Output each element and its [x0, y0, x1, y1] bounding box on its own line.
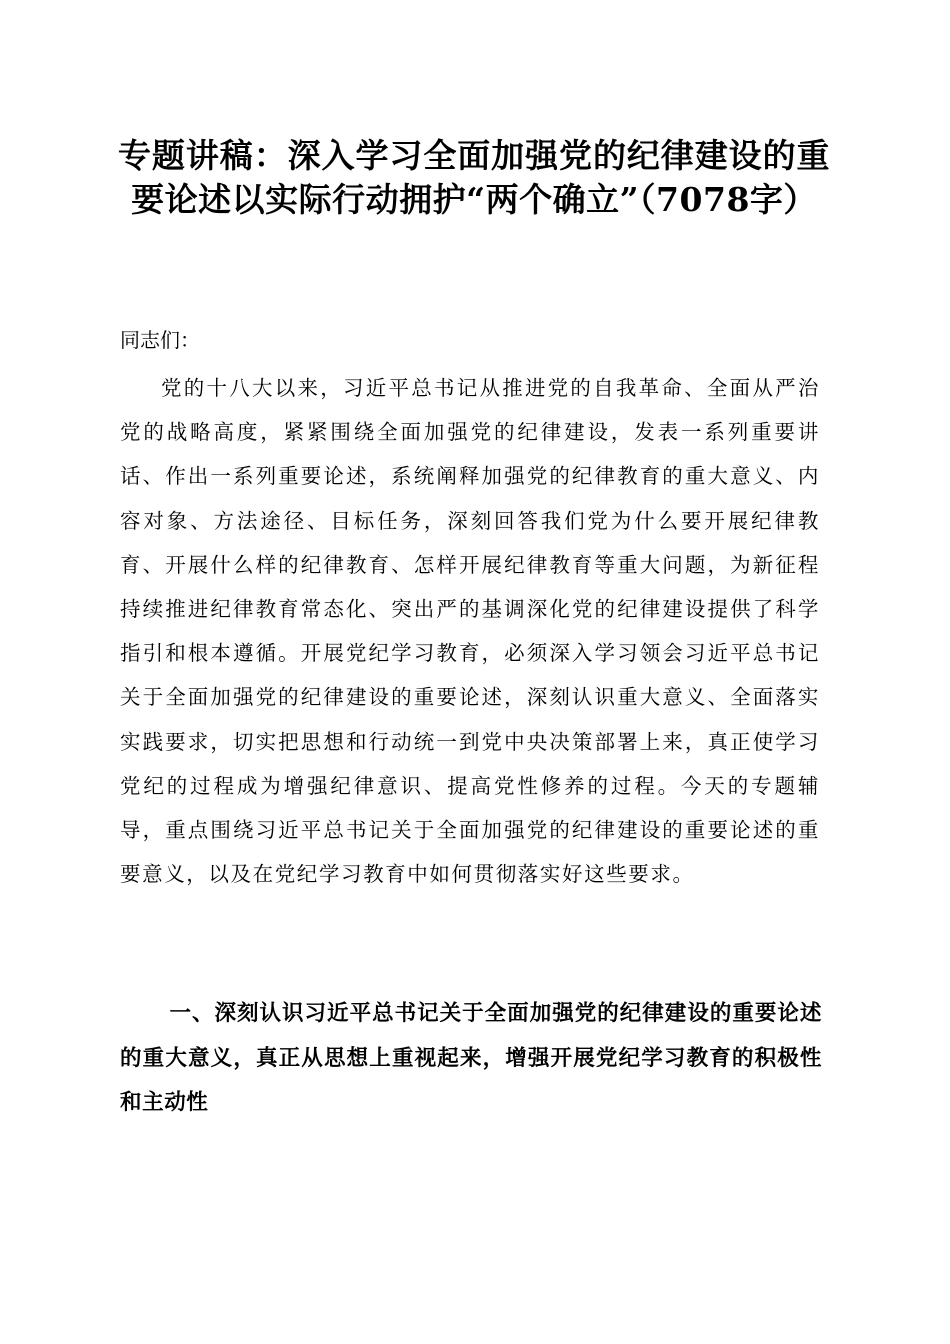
section-heading-1: 一、深刻认识习近平总书记关于全面加强党的纪律建设的重要论述的重大意义，真正从思想上重视起来，增强开展党纪学习教育的积极性和主动性 — [120, 1001, 822, 1115]
intro-paragraph: 党的十八大以来，习近平总书记从推进党的自我革命、全面从严治党的战略高度，紧紧围绕全面加强党的纪律建设，发表一系列重要讲话、作出一系列重要论述，系统阐释加强党的纪律教育的重大意义、内容对象、方法途径、目标任务，深刻回答我们党为什么要开展纪律教育、开展什么样的纪律教育、怎样开展纪律教育等重大问题，为新征程持续推进纪律教育常态化、突出严的基调深化党的纪律建设提供了科学指引和根本遵循。开展党纪学习教育，必须深入学习领会习近平总书记关于全面加强党的纪律建设的重要论述，深刻认识重大意义、全面落实实践要求，切实把思想和行动统一到党中央决策部署上来，真正使学习党纪的过程成为增强纪律意识、提高党性修养的过程。今天的专题辅导，重点围绕习近平总书记关于全面加强党的纪律建设的重要论述的重要意义，以及在党纪学习教育中如何贯彻落实好这些要求。 — [120, 376, 820, 887]
document-title: 专题讲稿：深入学习全面加强党的纪律建设的重要论述以实际行动拥护“两个确立”（7078字） — [118, 136, 830, 219]
greeting: 同志们： — [120, 328, 200, 352]
